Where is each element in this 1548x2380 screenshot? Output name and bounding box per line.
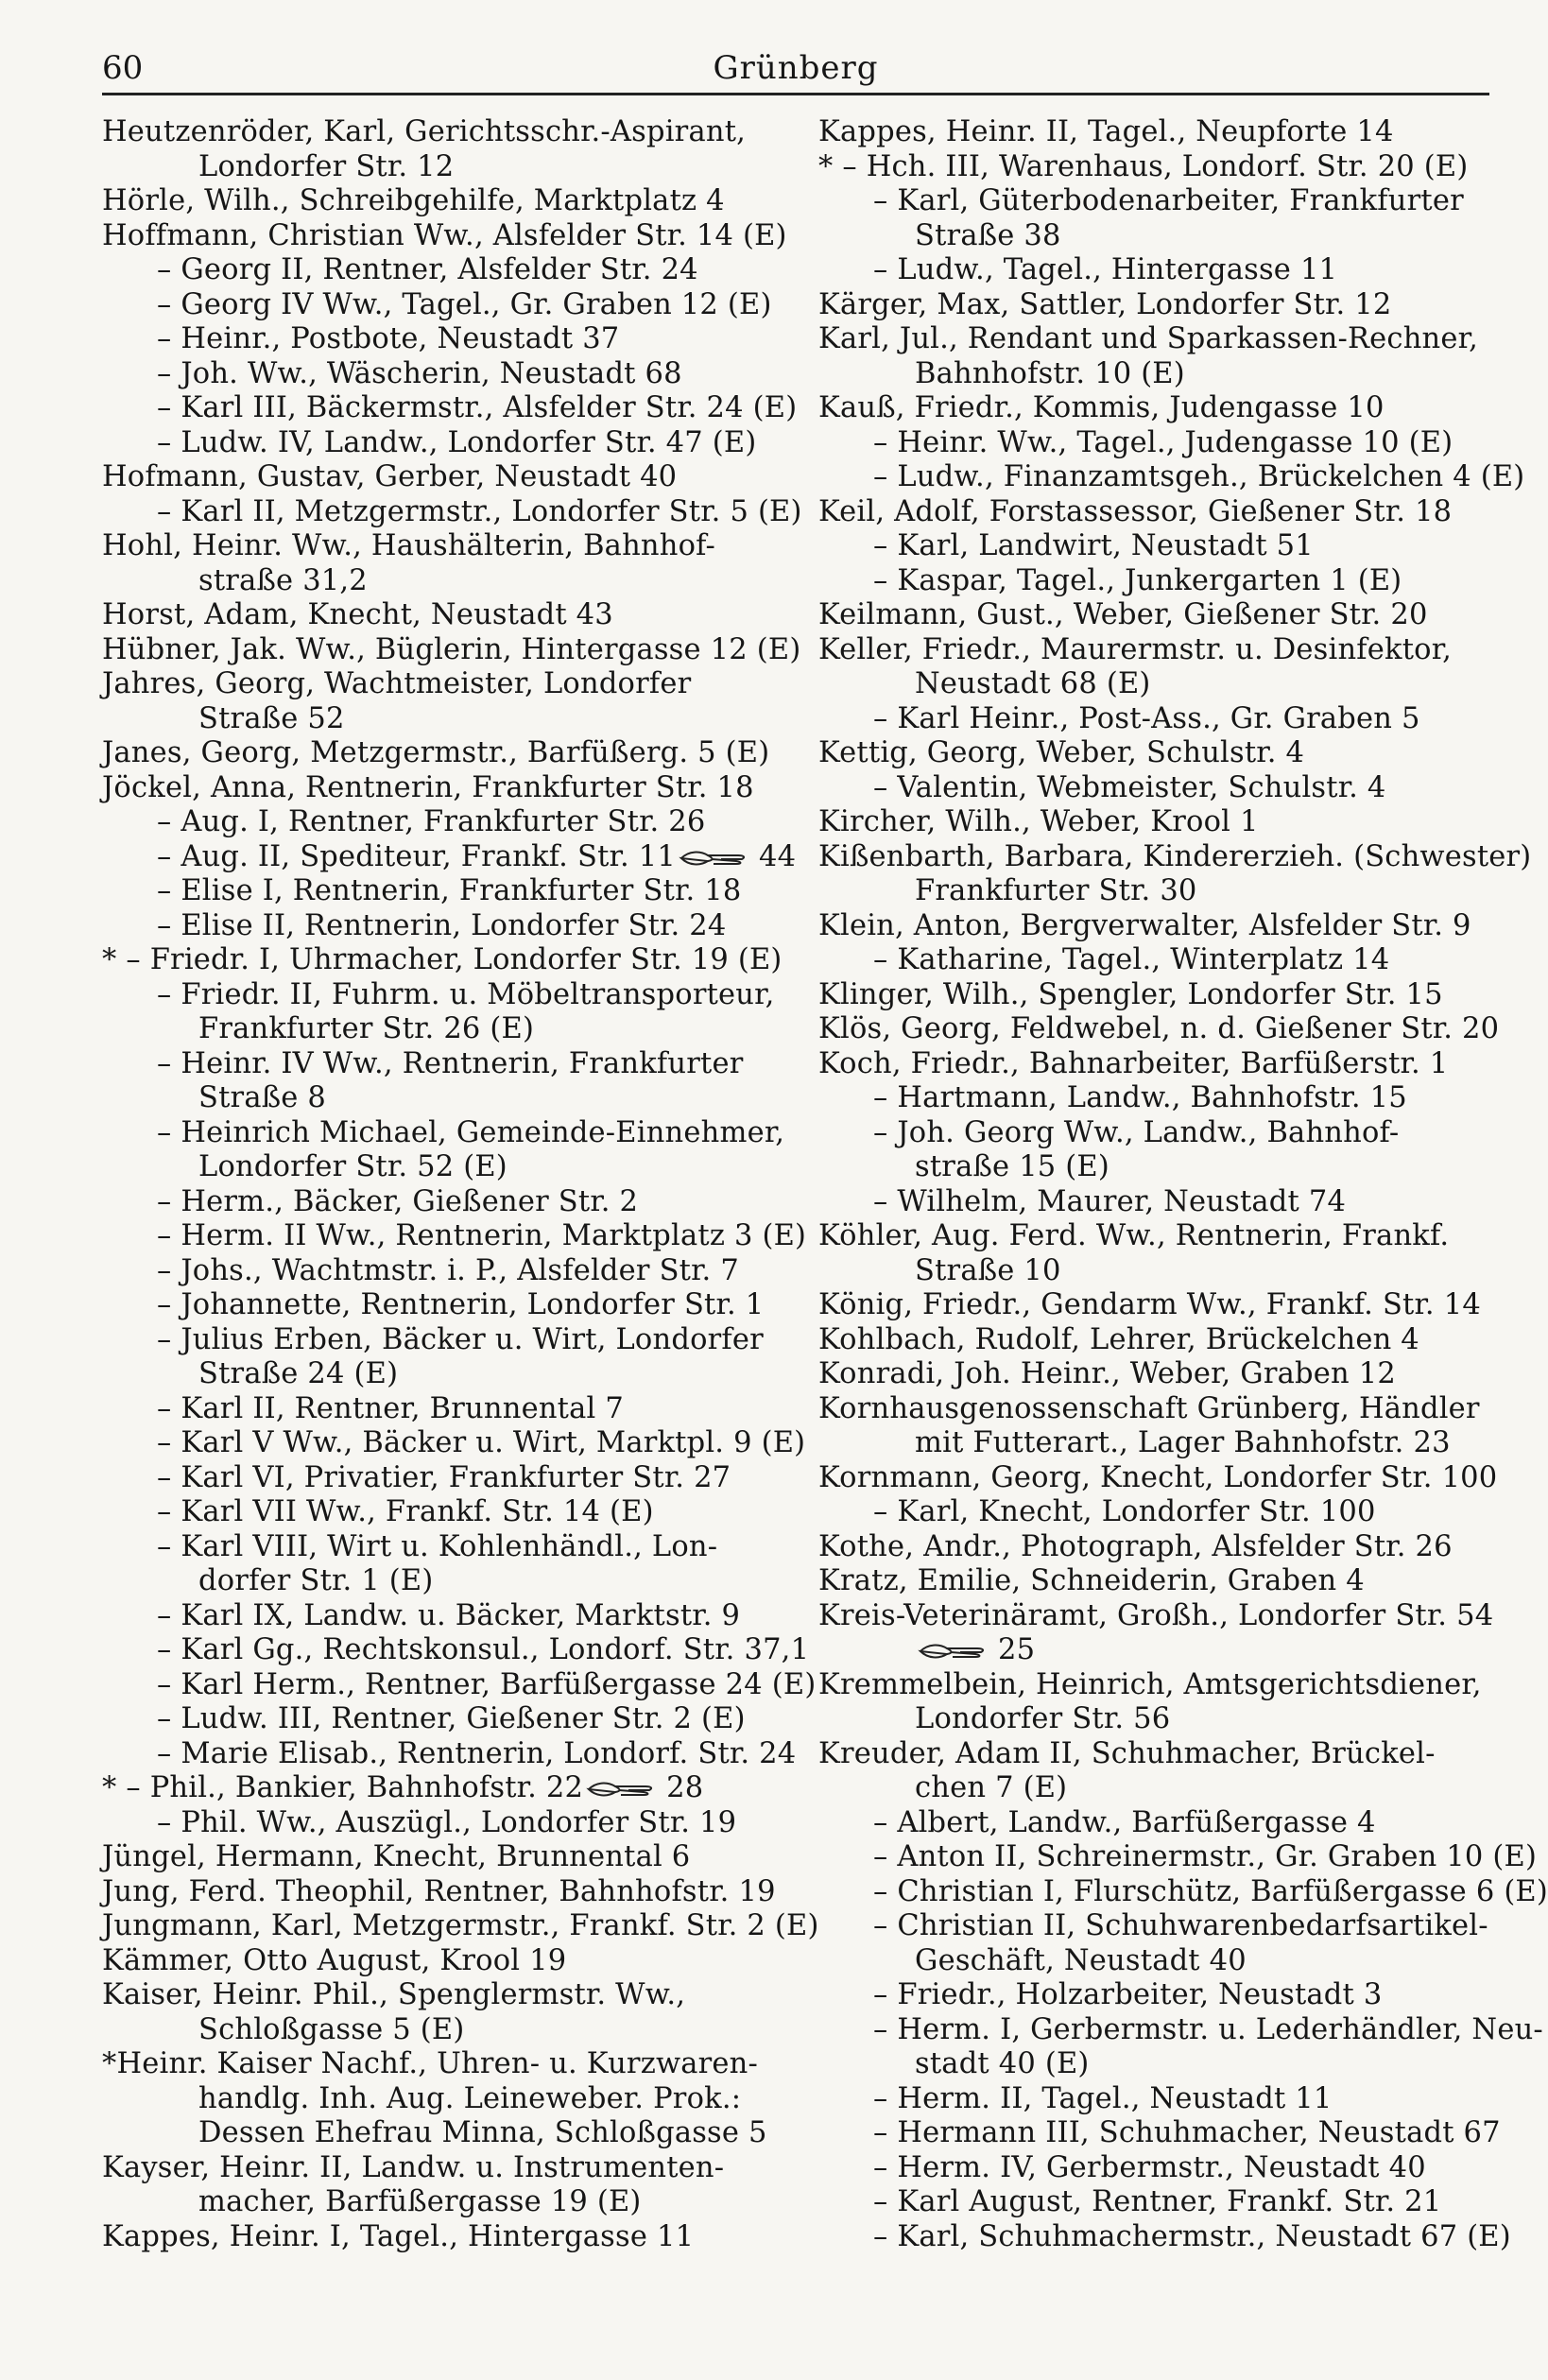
directory-line — [102, 1909, 819, 1944]
directory-line — [102, 839, 797, 875]
directory-line — [102, 2151, 783, 2186]
directory-line — [102, 253, 783, 288]
entry-text: Frankfurter Str. 26 (E) — [198, 1012, 535, 1045]
entry-text: Neustadt 68 (E) — [915, 667, 1151, 700]
entry-text: Hohl, Heinr. Ww., Haushälterin, Bahnhof- — [102, 529, 716, 562]
entry-text: Kothe, Andr., Photograph, Alsfelder Str. 26 — [818, 1529, 1453, 1563]
entry-text: – Ludw., Tagel., Hintergasse 11 — [873, 253, 1338, 286]
directory-line — [818, 529, 1491, 564]
directory-line — [102, 322, 783, 357]
entry-text: Frankfurter Str. 30 — [915, 874, 1197, 907]
entry-text: * – Hch. III, Warenhaus, Londorf. Str. 20 (E) — [818, 149, 1469, 183]
directory-line — [102, 1944, 783, 1979]
entry-text: – Julius Erben, Bäcker u. Wirt, Londorfer — [157, 1322, 764, 1356]
directory-line — [818, 1840, 1538, 1875]
entry-text: Kauß, Friedr., Kommis, Judengasse 10 — [818, 391, 1385, 424]
directory-line — [818, 1426, 1491, 1461]
directory-line — [818, 943, 1491, 978]
directory-line — [818, 1909, 1491, 1944]
entry-text: Kornmann, Georg, Knecht, Londorfer Str. 100 — [818, 1460, 1498, 1494]
entry-text: Kratz, Emilie, Schneiderin, Graben 4 — [818, 1564, 1365, 1597]
entry-text: Kayser, Heinr. II, Landw. u. Instrumenten- — [102, 2150, 725, 2184]
directory-line — [102, 1288, 783, 1323]
entry-text: – Hermann III, Schuhmacher, Neustadt 67 — [873, 2116, 1501, 2149]
directory-line — [818, 2151, 1491, 2186]
directory-line — [102, 1461, 783, 1496]
entry-text: Bahnhofstr. 10 (E) — [915, 356, 1185, 390]
directory-line — [818, 1219, 1491, 1254]
entry-text: dorfer Str. 1 (E) — [198, 1564, 434, 1597]
entry-text: – Ludw. IV, Landw., Londorfer Str. 47 (E) — [157, 425, 757, 459]
directory-line — [818, 1150, 1491, 1185]
directory-line — [102, 2082, 783, 2117]
directory-line — [102, 564, 783, 599]
directory-line — [818, 1874, 1548, 1910]
entry-text: – Ludw. III, Rentner, Gießener Str. 2 (E) — [157, 1702, 746, 1735]
directory-line — [102, 218, 787, 254]
directory-line — [102, 2013, 783, 2048]
entry-text: Hofmann, Gustav, Gerber, Neustadt 40 — [102, 460, 678, 493]
directory-line — [818, 1737, 1491, 1772]
entry-text: mit Futterart., Lager Bahnhofstr. 23 — [915, 1426, 1451, 1459]
directory-line — [818, 1598, 1494, 1634]
directory-line — [818, 978, 1491, 1013]
entry-text: Londorfer Str. 56 — [915, 1702, 1171, 1735]
entry-text: – Herm. I, Gerbermstr. u. Lederhändler, Neu- — [873, 2012, 1543, 2046]
directory-line — [102, 115, 783, 150]
directory-line — [818, 2185, 1491, 2220]
entry-text: – Marie Elisab., Rentnerin, Londorf. Str. 24 — [157, 1736, 797, 1770]
directory-line — [818, 1323, 1491, 1358]
directory-line — [102, 391, 798, 426]
directory-line — [818, 253, 1491, 288]
entry-text: – Friedr., Holzarbeiter, Neustadt 3 — [873, 1978, 1383, 2011]
entry-text: chen 7 (E) — [915, 1771, 1068, 1804]
entry-text: Kreis-Veterinäramt, Großh., Londorfer Str. 54 — [818, 1598, 1494, 1632]
directory-line — [102, 598, 783, 633]
entry-text: Konradi, Joh. Heinr., Weber, Graben 12 — [818, 1357, 1396, 1390]
entry-text: – Wilhelm, Maurer, Neustadt 74 — [873, 1184, 1347, 1218]
directory-line — [102, 2220, 783, 2255]
directory-line — [102, 978, 783, 1013]
directory-line — [818, 1495, 1491, 1530]
entry-text: Jöckel, Anna, Rentnerin, Frankfurter Str. 18 — [102, 770, 754, 804]
telephone-number: 28 — [666, 1771, 704, 1804]
entry-text: * – Friedr. I, Uhrmacher, Londorfer Str. 19 (E) — [102, 943, 783, 976]
entry-text: Straße 38 — [915, 218, 1061, 252]
entry-text: Karl, Jul., Rendant und Sparkassen-Rechner, — [818, 322, 1478, 355]
entry-text: – Hartmann, Landw., Bahnhofstr. 15 — [873, 1081, 1407, 1114]
directory-line — [102, 2047, 783, 2082]
entry-text: – Herm. IV, Gerbermstr., Neustadt 40 — [873, 2150, 1426, 2184]
entry-text: handlg. Inh. Aug. Leineweber. Prok.: — [198, 2081, 742, 2115]
directory-line — [102, 874, 783, 909]
directory-line — [818, 2082, 1491, 2117]
directory-line — [818, 2219, 1511, 2255]
directory-line — [102, 1840, 783, 1875]
entry-text: Kornhausgenossenschaft Grünberg, Händler — [818, 1391, 1480, 1425]
directory-line — [102, 426, 783, 461]
directory-line — [818, 391, 1491, 426]
left-column — [102, 115, 819, 2254]
entry-text: – Georg II, Rentner, Alsfelder Str. 24 — [157, 253, 698, 286]
directory-line — [818, 702, 1491, 737]
directory-line — [102, 150, 783, 185]
directory-line — [102, 1771, 783, 1806]
entry-text: – Karl, Schuhmachermstr., Neustadt 67 (E) — [873, 2219, 1511, 2253]
directory-line — [818, 2116, 1501, 2151]
directory-line — [102, 702, 783, 737]
entry-text: Straße 24 (E) — [198, 1357, 399, 1390]
telephone-number: 44 — [758, 839, 797, 873]
directory-line — [102, 1081, 783, 1116]
directory-line — [818, 874, 1491, 909]
directory-line — [102, 1047, 783, 1082]
entry-text: * – Phil., Bankier, Bahnhofstr. 22 — [102, 1771, 584, 1804]
entry-text: Kämmer, Otto August, Krool 19 — [102, 1943, 567, 1977]
entry-text: – Phil. Ww., Auszügl., Londorfer Str. 19 — [157, 1805, 737, 1839]
directory-line — [818, 1288, 1491, 1323]
telephone-hand-icon — [679, 848, 749, 869]
directory-line — [818, 1357, 1491, 1392]
entry-text: – Katharine, Tagel., Winterplatz 14 — [873, 943, 1390, 976]
directory-line — [818, 598, 1491, 633]
entry-text: Kohlbach, Rudolf, Lehrer, Brückelchen 4 — [818, 1322, 1419, 1356]
entry-text: – Herm. II, Tagel., Neustadt 11 — [873, 2081, 1333, 2115]
directory-line — [102, 1495, 783, 1530]
page-number: 60 — [102, 49, 144, 87]
entry-text: – Karl II, Rentner, Brunnental 7 — [157, 1391, 624, 1425]
directory-line — [102, 1702, 783, 1737]
directory-line — [102, 1564, 783, 1599]
entry-text: Jüngel, Hermann, Knecht, Brunnental 6 — [102, 1840, 691, 1873]
entry-text: – Aug. I, Rentner, Frankfurter Str. 26 — [157, 805, 706, 838]
entry-text: – Heinr. Ww., Tagel., Judengasse 10 (E) — [873, 425, 1453, 459]
directory-line — [818, 1047, 1491, 1082]
directory-line — [818, 426, 1491, 461]
directory-line — [102, 1875, 783, 1910]
entry-text: Straße 52 — [198, 701, 345, 735]
entry-text: Londorfer Str. 52 (E) — [198, 1150, 507, 1183]
entry-text: – Heinr. IV Ww., Rentnerin, Frankfurter — [157, 1046, 744, 1080]
entry-text: Kettig, Georg, Weber, Schulstr. 4 — [818, 736, 1305, 769]
directory-line — [102, 667, 783, 702]
telephone-hand-icon — [919, 1641, 989, 1662]
directory-line — [102, 1150, 783, 1185]
entry-text: – Karl, Landwirt, Neustadt 51 — [873, 529, 1314, 562]
directory-line — [102, 1978, 783, 2013]
entry-text: – Karl IX, Landw. u. Bäcker, Marktstr. 9 — [157, 1598, 741, 1632]
directory-line — [102, 1323, 783, 1358]
entry-text: – Karl Gg., Rechtskonsul., Londorf. Str. 37,1 — [157, 1633, 810, 1666]
entry-text: – Anton II, Schreinermstr., Gr. Graben 10 (E) — [873, 1840, 1538, 1873]
entry-text: Horst, Adam, Knecht, Neustadt 43 — [102, 598, 613, 631]
entry-text: Jahres, Georg, Wachtmeister, Londorfer — [102, 667, 692, 700]
directory-line — [818, 357, 1491, 392]
directory-line — [818, 1806, 1491, 1841]
entry-text: Janes, Georg, Metzgermstr., Barfüßerg. 5 (E) — [102, 736, 770, 769]
directory-line — [818, 633, 1491, 668]
directory-line — [818, 150, 1491, 185]
entry-text: Hoffmann, Christian Ww., Alsfelder Str. 14 (E) — [102, 218, 787, 252]
directory-line — [818, 460, 1525, 495]
entry-text: – Elise I, Rentnerin, Frankfurter Str. 18 — [157, 874, 742, 907]
entry-text: Köhler, Aug. Ferd. Ww., Rentnerin, Frankf. — [818, 1219, 1450, 1252]
directory-line — [102, 460, 783, 495]
entry-text: – Valentin, Webmeister, Schulstr. 4 — [873, 770, 1386, 804]
directory-line — [818, 839, 1532, 875]
directory-line — [818, 1392, 1491, 1427]
entry-text: – Christian I, Flurschütz, Barfüßergasse 6 (E) — [873, 1874, 1548, 1908]
entry-text: straße 15 (E) — [915, 1150, 1109, 1183]
directory-line — [102, 632, 801, 668]
entry-text: Kircher, Wilh., Weber, Krool 1 — [818, 805, 1259, 838]
telephone-hand-icon — [587, 1779, 657, 1800]
directory-line — [818, 736, 1491, 771]
directory-line — [818, 667, 1491, 702]
entry-text: Kärger, Max, Sattler, Londorfer Str. 12 — [818, 287, 1392, 321]
directory-line — [818, 219, 1491, 254]
entry-text: straße 31,2 — [198, 563, 368, 597]
entry-text: Straße 8 — [198, 1081, 327, 1114]
directory-line — [102, 1012, 783, 1047]
directory-line — [102, 1667, 817, 1703]
directory-line — [818, 1012, 1500, 1047]
directory-line — [102, 736, 783, 771]
entry-text: – Christian II, Schuhwarenbedarfsartikel- — [873, 1909, 1488, 1942]
entry-text: – Karl VII Ww., Frankf. Str. 14 (E) — [157, 1495, 654, 1528]
directory-line — [102, 1633, 810, 1668]
page-header — [102, 49, 1489, 95]
entry-text: Kreuder, Adam II, Schuhmacher, Brückel- — [818, 1736, 1436, 1770]
directory-line — [818, 805, 1491, 840]
entry-text: Klein, Anton, Bergverwalter, Alsfelder Str. 9 — [818, 908, 1471, 942]
directory-line — [818, 1633, 1491, 1668]
entry-text: – Johannette, Rentnerin, Londorfer Str. 1 — [157, 1288, 765, 1321]
directory-line — [102, 1116, 783, 1151]
entry-text: – Georg IV Ww., Tagel., Gr. Graben 12 (E) — [157, 287, 772, 321]
entry-text: Dessen Ehefrau Minna, Schloßgasse 5 — [198, 2116, 767, 2149]
entry-text: – Ludw., Finanzamtsgeh., Brückelchen 4 (E) — [873, 460, 1525, 493]
entry-text: Kißenbarth, Barbara, Kindererzieh. (Schwester) — [818, 839, 1532, 873]
entry-text: – Herm., Bäcker, Gießener Str. 2 — [157, 1184, 639, 1218]
entry-text: Klös, Georg, Feldwebel, n. d. Gießener Str. 20 — [818, 1012, 1500, 1045]
directory-line — [818, 1978, 1491, 2013]
page-title: Grünberg — [713, 49, 879, 87]
entry-text: Klinger, Wilh., Spengler, Londorfer Str. 15 — [818, 977, 1443, 1011]
entry-text: – Karl, Knecht, Londorfer Str. 100 — [873, 1495, 1376, 1528]
directory-line — [818, 184, 1491, 219]
directory-line — [818, 1254, 1491, 1289]
directory-line — [818, 288, 1491, 323]
entry-text: Kremmelbein, Heinrich, Amtsgerichtsdiener, — [818, 1667, 1482, 1701]
directory-line — [818, 1185, 1491, 1220]
entry-text: Geschäft, Neustadt 40 — [915, 1943, 1247, 1977]
directory-line — [102, 529, 783, 564]
directory-line — [102, 2185, 783, 2220]
directory-line — [102, 494, 802, 530]
directory-line — [102, 805, 783, 840]
entry-text: Hübner, Jak. Ww., Büglerin, Hintergasse 12 (E) — [102, 632, 801, 666]
directory-line — [818, 1668, 1491, 1703]
directory-line — [102, 1426, 806, 1461]
directory-line — [818, 771, 1491, 806]
directory-line — [102, 357, 783, 392]
entry-text: – Karl, Güterbodenarbeiter, Frankfurter — [873, 184, 1464, 217]
directory-line — [818, 322, 1491, 357]
directory-line — [102, 1357, 783, 1392]
entry-text: macher, Barfüßergasse 19 (E) — [198, 2185, 642, 2218]
entry-text: – Johs., Wachtmstr. i. P., Alsfelder Str. 7 — [157, 1253, 739, 1287]
entry-text: König, Friedr., Gendarm Ww., Frankf. Str. 14 — [818, 1288, 1481, 1321]
entry-text: – Karl III, Bäckermstr., Alsfelder Str. 24 (E) — [157, 391, 798, 424]
entry-text: Straße 10 — [915, 1253, 1061, 1287]
directory-line — [102, 1736, 797, 1772]
entry-text: – Elise II, Rentnerin, Londorfer Str. 24 — [157, 908, 727, 942]
entry-text: Jungmann, Karl, Metzgermstr., Frankf. Str. 2 (E) — [102, 1909, 819, 1942]
entry-text: – Joh. Ww., Wäscherin, Neustadt 68 — [157, 356, 682, 390]
entry-text: – Kaspar, Tagel., Junkergarten 1 (E) — [873, 563, 1402, 597]
directory-line — [102, 909, 783, 944]
directory-line — [102, 184, 783, 219]
directory-line — [818, 1564, 1491, 1599]
entry-text: Kaiser, Heinr. Phil., Spenglermstr. Ww., — [102, 1978, 686, 2011]
directory-line — [102, 771, 783, 806]
entry-text: Keller, Friedr., Maurermstr. u. Desinfektor, — [818, 632, 1453, 666]
directory-line — [102, 288, 783, 323]
directory-line — [818, 1081, 1491, 1116]
directory-line — [818, 2012, 1543, 2048]
entry-text: Kappes, Heinr. II, Tagel., Neupforte 14 — [818, 115, 1394, 148]
entry-text: Londorfer Str. 12 — [198, 149, 455, 183]
telephone-number: 25 — [998, 1633, 1036, 1666]
entry-text: *Heinr. Kaiser Nachf., Uhren- u. Kurzwaren- — [102, 2047, 759, 2080]
directory-line — [102, 1599, 783, 1634]
directory-line — [818, 1530, 1491, 1565]
directory-line — [818, 495, 1491, 530]
directory-line — [818, 1944, 1491, 1979]
entry-text: Keil, Adolf, Forstassessor, Gießener Str. 18 — [818, 494, 1453, 528]
entry-text: – Karl II, Metzgermstr., Londorfer Str. 5 (E) — [157, 494, 802, 528]
directory-line — [102, 1185, 783, 1220]
entry-text: Koch, Friedr., Bahnarbeiter, Barfüßerstr. 1 — [818, 1046, 1449, 1080]
directory-line — [818, 909, 1491, 944]
entry-text: – Heinr., Postbote, Neustadt 37 — [157, 322, 620, 355]
entry-text: – Karl August, Rentner, Frankf. Str. 21 — [873, 2185, 1442, 2218]
entry-text: – Karl VIII, Wirt u. Kohlenhändl., Lon- — [157, 1529, 718, 1563]
entry-text: – Karl V Ww., Bäcker u. Wirt, Marktpl. 9 (E) — [157, 1426, 806, 1459]
entry-text: Kappes, Heinr. I, Tagel., Hintergasse 11 — [102, 2219, 695, 2253]
entry-text: – Aug. II, Spediteur, Frankf. Str. 11 — [157, 839, 676, 873]
directory-line — [818, 564, 1491, 599]
entry-text: – Karl Heinr., Post-Ass., Gr. Graben 5 — [873, 701, 1420, 735]
entry-text: – Karl Herm., Rentner, Barfüßergasse 24 (E) — [157, 1667, 817, 1701]
entry-text: Jung, Ferd. Theophil, Rentner, Bahnhofstr. 19 — [102, 1874, 776, 1908]
directory-line — [102, 1806, 783, 1841]
directory-line — [818, 1771, 1491, 1806]
entry-text: – Heinrich Michael, Gemeinde-Einnehmer, — [157, 1115, 785, 1149]
directory-line — [102, 1219, 807, 1254]
directory-line — [818, 1702, 1491, 1737]
entry-text: stadt 40 (E) — [915, 2047, 1090, 2080]
entry-text: – Albert, Landw., Barfüßergasse 4 — [873, 1805, 1376, 1839]
directory-line — [818, 2047, 1491, 2082]
entry-text: – Joh. Georg Ww., Landw., Bahnhof- — [873, 1115, 1400, 1149]
entry-text: Heutzenröder, Karl, Gerichtsschr.-Aspirant, — [102, 115, 747, 148]
right-column — [818, 115, 1548, 2254]
directory-line — [102, 2116, 783, 2151]
entry-text: – Herm. II Ww., Rentnerin, Marktplatz 3 (E) — [157, 1219, 807, 1252]
entry-text: Schloßgasse 5 (E) — [198, 2012, 465, 2046]
directory-line — [102, 1254, 783, 1289]
entry-text: Hörle, Wilh., Schreibgehilfe, Marktplatz 4 — [102, 184, 725, 217]
entry-text: – Friedr. II, Fuhrm. u. Möbeltransporteur, — [157, 977, 775, 1011]
directory-line — [818, 1460, 1498, 1496]
directory-line — [818, 1116, 1491, 1151]
entry-text: – Karl VI, Privatier, Frankfurter Str. 27 — [157, 1460, 731, 1494]
directory-line — [818, 115, 1491, 150]
entry-text: Keilmann, Gust., Weber, Gießener Str. 20 — [818, 598, 1428, 631]
directory-line — [102, 943, 783, 978]
directory-line — [102, 1392, 783, 1427]
directory-line — [102, 1530, 783, 1565]
